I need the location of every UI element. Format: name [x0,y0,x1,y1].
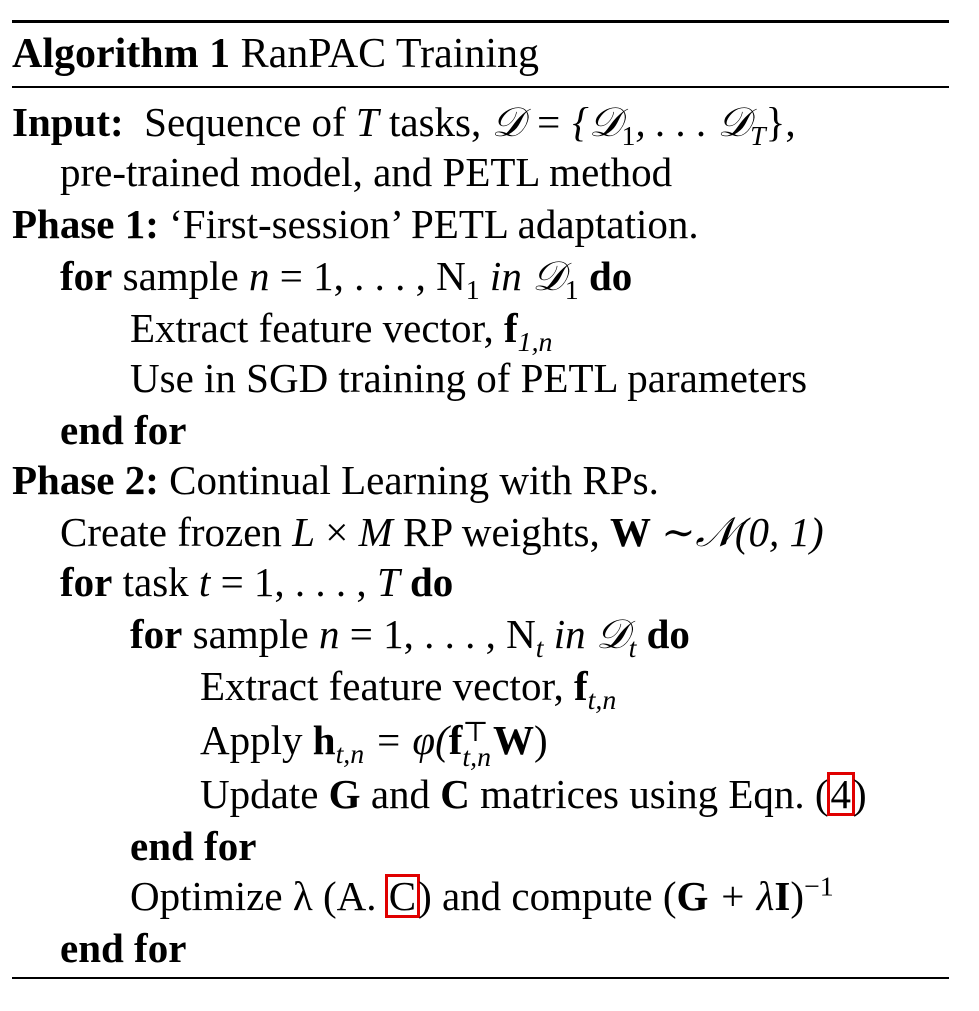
phase1-in-sub: 1 [564,275,579,307]
algorithm-title: RanPAC Training [240,31,540,77]
algorithm-label: Algorithm 1 [12,31,231,77]
input-close: }, [765,99,796,145]
phase1-step1 [130,302,553,359]
bottom-rule [12,977,949,979]
phase2-optimize-text: Optimize λ (A. [130,873,387,919]
input-line-2: pre-trained model, and PETL method [60,149,673,195]
phase2-task-range: = 1, . . . , [210,559,377,605]
phase2-inner-for-line [130,608,690,665]
phase2-title: Continual Learning with RPs. [169,457,659,503]
phase2-L: L [292,509,315,555]
phase1-title: ‘First-session’ PETL adaptation. [169,201,699,247]
input-sub1: 1 [621,121,636,153]
phase1-for-keyword: for [60,253,113,299]
input-text-a: Sequence of [144,99,356,145]
phase2-W: W [609,509,651,555]
phase2-opt-close: ) [790,873,804,919]
input-line [12,96,796,153]
input-set-expr: 𝒟 = {𝒟 [491,99,622,145]
phase2-apply-text: Apply [200,717,313,763]
phase2-create-line [60,506,824,558]
phase2-opt-sup: −1 [803,871,834,903]
phase1-in-text: in 𝒟 [479,253,565,299]
phase2-inner-end-for-keyword: end for [130,823,257,869]
phase2-inner-in-sub: t [628,633,637,665]
phase2-apply-eq: = φ( [364,717,449,763]
phase2-optimize-text2: ) and compute ( [418,873,677,919]
phase2-dist: ∼𝒩(0, 1) [650,509,824,555]
phase1-range-sub: 1 [465,275,480,307]
phase2-apply-f-sub: t,n [462,741,492,773]
phase2-update-line [200,768,867,820]
caption-rule [12,86,949,88]
phase1-line [12,198,699,250]
phase1-n: n [249,253,270,299]
phase2-extract-f: f [573,663,588,709]
phase2-extract-text: Extract feature vector, [200,663,574,709]
phase2-create-text2: RP weights, [392,509,610,555]
phase2-optimize-line [130,870,834,922]
phase1-step2: Use in SGD training of PETL parameters [130,355,808,401]
phase2-do-keyword: do [410,559,454,605]
phase2-inner-n: n [319,611,340,657]
phase2-line [12,454,659,506]
phase2-C: C [440,771,470,817]
phase2-keyword: Phase 2: [12,457,159,503]
phase2-inner-do-keyword: do [646,611,690,657]
phase2-task-text: task [122,559,199,605]
phase2-extract-line [200,660,617,717]
eqn-ref-link[interactable]: 4 [830,771,852,817]
phase2-apply-f: f [448,717,463,763]
phase2-update-close: ) [853,771,867,817]
phase2-update-text2: matrices using Eqn. ( [469,771,829,817]
phase2-opt-I: I [774,873,791,919]
phase2-opt-plus: + λ [708,873,775,919]
phase1-step1-sub: 1,n [517,327,553,359]
phase1-for-text: sample [122,253,249,299]
phase2-and: and [360,771,441,817]
phase2-inner-end-for [130,820,256,872]
phase2-extract-sub: t,n [587,685,617,717]
phase2-for-line [60,556,453,608]
phase2-apply-line [200,714,548,773]
phase2-apply-f-sup: ⊤ [462,716,489,748]
phase2-T: T [376,559,400,605]
phase1-step1-f: f [503,305,518,351]
phase1-end-for [60,404,186,456]
phase2-outer-end-for [60,922,186,974]
input-T: T [355,99,379,145]
appendix-ref-link[interactable]: C [388,873,417,919]
phase1-end-for-keyword: end for [60,407,187,453]
phase2-inner-for-keyword: for [130,611,183,657]
input-subT: T [750,121,766,153]
phase2-apply-h-sub: t,n [335,739,365,771]
phase2-t: t [198,559,211,605]
top-rule [12,20,949,23]
phase1-range: = 1, . . . , N [269,253,466,299]
phase2-update-text: Update [200,771,329,817]
phase2-opt-G: G [676,873,709,919]
input-text-b: tasks, [378,99,492,145]
phase2-apply-h: h [312,717,336,763]
phase2-G: G [328,771,361,817]
input-dots: , . . . 𝒟 [635,99,751,145]
phase2-apply-close: ) [534,717,548,763]
phase2-apply-W: W [493,717,535,763]
phase1-do-keyword: do [588,253,633,299]
phase2-times: × [315,509,359,555]
phase2-M: M [358,509,393,555]
input-keyword: Input: [12,99,124,145]
phase2-inner-range-sub: t [535,633,544,665]
phase2-inner-text: sample [192,611,319,657]
phase2-create-text: Create frozen [60,509,293,555]
phase1-for-line [60,250,633,307]
phase1-keyword: Phase 1: [12,201,159,247]
algorithm-caption [12,26,539,82]
phase2-for-keyword: for [60,559,113,605]
phase1-step1-text: Extract feature vector, [130,305,504,351]
phase2-outer-end-for-keyword: end for [60,925,187,971]
phase2-inner-range: = 1, . . . , N [339,611,536,657]
phase2-inner-in: in 𝒟 [543,611,629,657]
